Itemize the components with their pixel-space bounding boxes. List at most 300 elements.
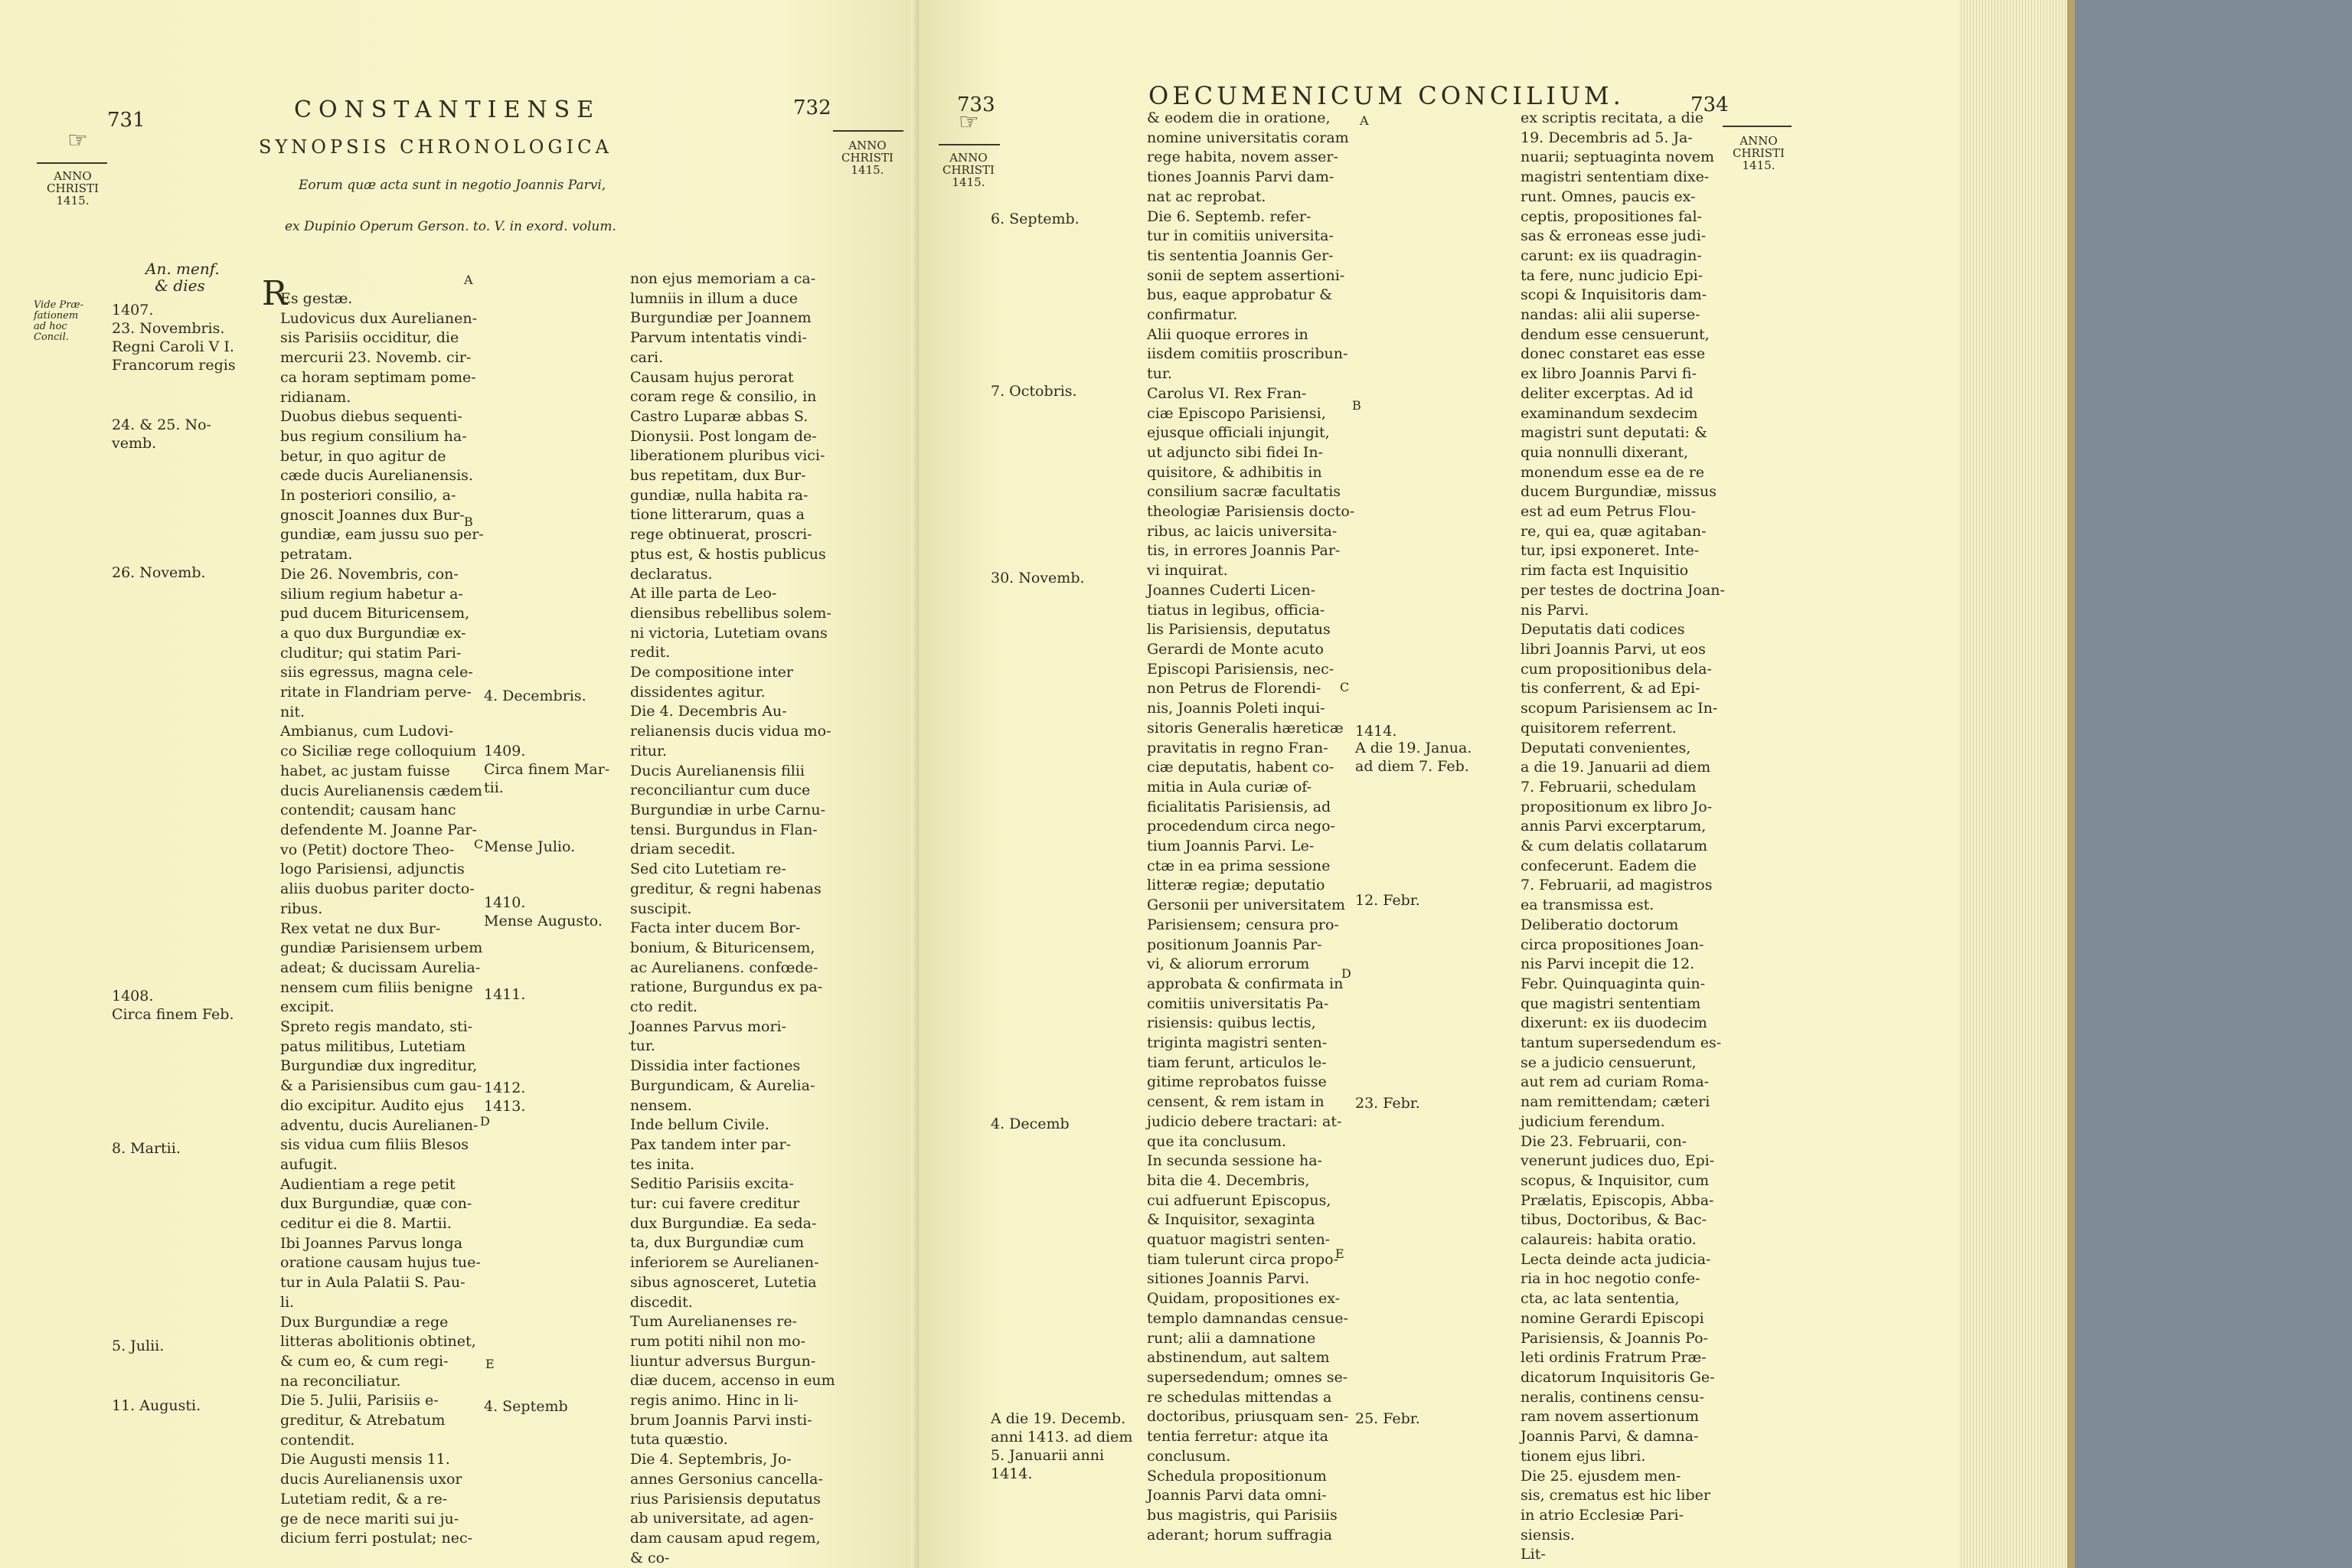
margin-date: tii. <box>484 779 504 796</box>
margin-date: 11. Augusti. <box>112 1397 201 1414</box>
text-line: sas & erroneas esse judi- <box>1521 227 1707 245</box>
margin-date: Circa finem Mar- <box>484 761 610 778</box>
text-line: bus repetitam, dux Bur- <box>630 467 806 485</box>
text-line: contendit; causam hanc <box>280 802 456 819</box>
text-line: reconciliantur cum duce <box>630 782 811 799</box>
text-line: pravitatis in regno Fran- <box>1147 739 1328 756</box>
margin-date: anni 1413. ad diem <box>991 1429 1133 1446</box>
margin-date: Francorum regis <box>112 357 236 374</box>
text-line: suscipit. <box>630 900 692 917</box>
margin-date: 1413. <box>484 1098 526 1115</box>
text-line: Die 6. Septemb. refer- <box>1147 207 1312 225</box>
text-line: habet, ac justam fuisse <box>280 762 450 779</box>
margin-date: 4. Septemb <box>484 1398 568 1415</box>
text-line: patus militibus, Lutetiam <box>280 1037 466 1055</box>
margin-date: Circa finem Feb. <box>112 1006 234 1023</box>
text-line: gundiæ Parisiensem urbem <box>280 939 483 957</box>
text-line: ram novem assertionum <box>1521 1408 1699 1426</box>
text-line: siis egressus, magna cele- <box>280 664 473 681</box>
text-line: ribus. <box>280 900 323 917</box>
text-line: ex scriptis recitata, a die <box>1521 109 1704 126</box>
text-line: & cum eo, & cum regi- <box>280 1352 449 1370</box>
text-line: ctæ in ea prima sessione <box>1147 857 1331 874</box>
text-line: lis Parisiensis, deputatus <box>1147 621 1331 639</box>
text-line: betur, in quo agitur de <box>280 447 446 465</box>
text-line: vi inquirat. <box>1147 562 1228 580</box>
text-line: liuntur adversus Burgun- <box>630 1352 816 1370</box>
text-line: Gersonii per universitatem <box>1147 897 1345 914</box>
text-line: mitia in Aula curiæ of- <box>1147 778 1312 795</box>
text-line: & a Parisiensibus cum gau- <box>280 1077 482 1095</box>
text-line: Es gestæ. <box>280 290 353 307</box>
text-line: co Siciliæ rege colloquium <box>280 743 477 760</box>
text-column-1 <box>280 289 484 1549</box>
text-line: runt. Omnes, paucis ex- <box>1521 188 1696 205</box>
text-line: diæ ducem, accenso in eum <box>630 1372 835 1390</box>
text-line: Deliberatio doctorum <box>1521 916 1679 933</box>
text-line: greditur, & regni habenas <box>630 880 822 897</box>
text-line: runt; alii a damnatione <box>1147 1329 1316 1347</box>
text-line: tiam tulerunt circa propo- <box>1147 1250 1339 1268</box>
text-line: Duobus diebus sequenti- <box>280 408 462 426</box>
text-line: Dissidia inter factiones <box>630 1057 801 1075</box>
text-line: & co- <box>630 1549 670 1566</box>
text-line: rege obtinuerat, proscri- <box>630 526 812 544</box>
text-line: Lit- <box>1521 1546 1546 1563</box>
text-line: oratione causam hujus tue- <box>280 1254 481 1272</box>
margin-date: 1414. <box>1355 723 1397 740</box>
margin-date: 23. Febr. <box>1355 1095 1420 1112</box>
text-line: tibus, Doctoribus, & Bac- <box>1521 1211 1707 1229</box>
text-line: non ejus memoriam a ca- <box>630 270 816 287</box>
text-line: ea transmissa est. <box>1521 897 1655 914</box>
text-line: Schedula propositionum <box>1147 1467 1327 1485</box>
margin-date: 23. Novembris. <box>112 320 225 337</box>
text-line: tentia ferretur: atque ita <box>1147 1428 1328 1446</box>
text-line: nensem cum filiis benigne <box>280 978 473 996</box>
text-line: ab universitate, ad agen- <box>630 1510 814 1527</box>
rule <box>37 162 107 164</box>
pointing-hand-icon: ☞ <box>67 127 88 154</box>
text-line: Carolus VI. Rex Fran- <box>1147 384 1307 402</box>
drop-cap: R <box>262 274 288 313</box>
text-line: tur. <box>1147 365 1172 383</box>
text-line: tur, ipsi exponeret. Inte- <box>1521 542 1700 560</box>
text-line: in atrio Ecclesiæ Pari- <box>1521 1506 1684 1524</box>
text-line: tiatus in legibus, officia- <box>1147 601 1325 619</box>
text-line: Die 5. Julii, Parisiis e- <box>280 1392 439 1410</box>
text-line: tuta quæstio. <box>630 1431 728 1449</box>
text-line: & Inquisitor, sexaginta <box>1147 1211 1315 1229</box>
text-line: relianensis ducis vidua mo- <box>630 723 831 740</box>
text-line: ca horam septimam pome- <box>280 368 476 386</box>
text-line: nomine Gerardi Episcopi <box>1521 1309 1704 1327</box>
text-line: non Petrus de Florendi- <box>1147 680 1321 697</box>
text-line: cæde ducis Aurelianensis. <box>280 467 473 485</box>
text-line: ptus est, & hostis publicus <box>630 545 826 563</box>
margin-date: 25. Febr. <box>1355 1410 1420 1427</box>
text-line: sis Parisiis occiditur, die <box>280 329 459 347</box>
margin-date: 1408. <box>112 988 154 1004</box>
margin-date: 1411. <box>484 986 526 1003</box>
text-line: donec constaret eas esse <box>1521 345 1706 363</box>
rule <box>1723 126 1792 127</box>
section-letter-mark: D <box>480 1114 490 1129</box>
text-line: ta fere, nunc judicio Epi- <box>1521 266 1704 284</box>
margin-date: 1410. <box>484 894 526 911</box>
text-line: nomine universitatis coram <box>1147 129 1349 146</box>
section-letter-mark: A <box>464 273 473 287</box>
margin-date: 1409. <box>484 743 526 760</box>
text-line: ni victoria, Lutetiam ovans <box>630 624 828 642</box>
text-line: magistri sunt deputati: & <box>1521 424 1707 442</box>
text-line: na reconciliatur. <box>280 1372 401 1390</box>
text-line: Joannes Parvus mori- <box>630 1018 787 1035</box>
text-line: Quidam, propositiones ex- <box>1147 1290 1341 1308</box>
text-line: ex libro Joannis Parvi fi- <box>1521 365 1697 383</box>
text-line: ge de nece mariti sui ju- <box>280 1510 459 1527</box>
text-line: approbata & confirmata in <box>1147 975 1344 992</box>
text-line: Parisiensis, & Joannis Po- <box>1521 1329 1708 1347</box>
text-line: sitoris Generalis hæreticæ <box>1147 719 1344 737</box>
margin-date: 7. Octobris. <box>991 383 1077 400</box>
text-line: consilium sacræ facultatis <box>1147 483 1341 501</box>
text-line: excipit. <box>280 998 335 1016</box>
italic-heading-line-1: Eorum quæ acta sunt in negotio Joannis Parvi, <box>299 178 606 193</box>
text-line: Parvum intentatis vindi- <box>630 329 807 347</box>
text-line: tis, in errores Joannis Par- <box>1147 542 1341 560</box>
text-line: dixerunt: ex iis duodecim <box>1521 1014 1707 1032</box>
margin-date: A die 19. Janua. <box>1355 740 1472 756</box>
text-line: Ambianus, cum Ludovi- <box>280 723 454 740</box>
text-line: inferiorem se Aurelianen- <box>630 1254 819 1272</box>
text-line: Die 4. Decembris Au- <box>630 703 787 720</box>
text-line: 7. Februarii, schedulam <box>1521 778 1697 795</box>
text-line: dissidentes agitur. <box>630 683 766 701</box>
text-line: procedendum circa nego- <box>1147 818 1335 835</box>
margin-date: 1407. <box>112 302 154 318</box>
text-line: gundiæ, nulla habita ra- <box>630 486 808 504</box>
text-line: tiones Joannis Parvi dam- <box>1147 168 1334 186</box>
text-line: vo (Petit) doctore Theo- <box>280 841 455 858</box>
text-line: rege habita, novem asser- <box>1147 149 1338 166</box>
section-letter-mark: D <box>1341 966 1351 981</box>
book-cover <box>2067 0 2352 1568</box>
text-line: cari. <box>630 348 664 366</box>
text-line: ducem Burgundiæ, missus <box>1521 483 1717 501</box>
text-line: mercurii 23. Novemb. cir- <box>280 349 472 367</box>
text-line: declaratus. <box>630 565 713 583</box>
text-line: ut adjuncto sibi fidei In- <box>1147 443 1323 461</box>
text-line: litteræ regiæ; deputatio <box>1147 877 1325 894</box>
text-line: tantum supersedendum es- <box>1521 1034 1722 1052</box>
text-column-2 <box>630 270 835 1568</box>
text-line: & eodem die in oratione, <box>1147 109 1331 126</box>
text-line: tur. <box>630 1037 655 1055</box>
margin-date: 26. Novemb. <box>112 564 206 581</box>
text-line: triginta magistri senten- <box>1147 1034 1328 1052</box>
text-line: conclusum. <box>1147 1447 1231 1465</box>
text-line: ritur. <box>630 742 668 760</box>
text-line: Joannes Cuderti Licen- <box>1147 581 1316 599</box>
text-line: ria in hoc negotio confe- <box>1521 1270 1700 1288</box>
text-line: logo Parisiensi, adjunctis <box>280 861 465 878</box>
text-line: At ille parta de Leo- <box>630 585 777 603</box>
text-line: comitiis universitatis Pa- <box>1147 995 1329 1012</box>
page-number-733: 733 <box>957 93 995 116</box>
text-line: bus, eaque approbatur & <box>1147 286 1333 304</box>
text-line: ridianam. <box>280 388 351 406</box>
text-line: gnoscit Joannes dux Bur- <box>280 506 465 524</box>
text-line: tensi. Burgundus in Flan- <box>630 821 818 838</box>
text-line: rim facta est Inquisitio <box>1521 562 1689 580</box>
margin-date: 12. Febr. <box>1355 892 1420 909</box>
running-head-left: CONSTANTIENSE <box>294 96 601 123</box>
text-line: examinandum sexdecim <box>1521 404 1698 422</box>
text-line: Facta inter ducem Bor- <box>630 920 801 937</box>
text-line: Dionysii. Post longam de- <box>630 427 817 445</box>
text-line: que magistri sententiam <box>1521 995 1701 1012</box>
anno-christi-left: ANNO CHRISTI 1415. <box>942 151 995 189</box>
text-line: judicio debere tractari: at- <box>1147 1112 1342 1130</box>
text-line: ratione, Burgundus ex pa- <box>630 978 823 996</box>
text-line: Gerardi de Monte acuto <box>1147 640 1324 658</box>
text-line: Die 25. ejusdem men- <box>1521 1467 1681 1485</box>
text-line: tur in comitiis universita- <box>1147 227 1334 245</box>
section-letter-mark: B <box>464 514 473 529</box>
text-line: Die 4. Septembris, Jo- <box>630 1451 792 1468</box>
text-line: & cum delatis collatarum <box>1521 838 1708 855</box>
text-line: dicium ferri postulat; nec- <box>280 1530 473 1547</box>
text-column-1 <box>1147 109 1354 1545</box>
text-line: tium Joannis Parvi. Le- <box>1147 838 1315 855</box>
text-line: bonium, & Bituricensem, <box>630 939 815 956</box>
margin-date: 6. Septemb. <box>991 211 1080 227</box>
text-line: ceditur ei die 8. Martii. <box>280 1215 452 1233</box>
text-line: defendente M. Joanne Par- <box>280 821 477 838</box>
text-line: contendit. <box>280 1431 355 1449</box>
text-line: ducis Aurelianensis cædem <box>280 782 482 799</box>
text-line: a quo dux Burgundiæ ex- <box>280 624 466 642</box>
text-line: nit. <box>280 703 305 720</box>
text-line: regis animo. Hinc in li- <box>630 1392 799 1410</box>
text-line: sis, crematus est hic liber <box>1521 1487 1710 1504</box>
text-line: judicium ferendum. <box>1521 1112 1665 1130</box>
text-line: gitime reprobatos fuisse <box>1147 1073 1327 1091</box>
text-line: per testes de doctrina Joan- <box>1521 581 1725 599</box>
subtitle: SYNOPSIS CHRONOLOGICA <box>259 136 612 158</box>
page-number-732: 732 <box>793 96 831 119</box>
text-line: Burgundiæ in urbe Carnu- <box>630 801 826 818</box>
text-line: li. <box>280 1293 295 1311</box>
section-letter-mark: E <box>1335 1246 1344 1261</box>
text-line: rius Parisiensis deputatus <box>630 1490 821 1508</box>
text-line: driam secedit. <box>630 841 736 858</box>
margin-date: 1412. <box>484 1080 526 1096</box>
text-line: cta, ac lata sententia, <box>1521 1290 1680 1308</box>
text-line: supersedendum; omnes se- <box>1147 1369 1348 1386</box>
text-line: cum propositionibus dela- <box>1521 660 1712 678</box>
text-line: Burgundicam, & Aurelia- <box>630 1076 815 1094</box>
margin-date: ad diem 7. Feb. <box>1355 758 1469 775</box>
text-line: Alii quoque errores in <box>1147 325 1308 343</box>
text-line: pud ducem Bituricensem, <box>280 605 470 622</box>
text-line: nis Parvi incepit die 12. <box>1521 956 1695 973</box>
text-line: ta, dux Burgundiæ cum <box>630 1234 805 1252</box>
text-line: a die 19. Januarii ad diem <box>1521 759 1711 776</box>
text-line: vi, & aliorum errorum <box>1147 956 1310 973</box>
text-line: De compositione inter <box>630 664 793 681</box>
section-letter-mark: E <box>485 1357 495 1371</box>
text-line: calaureis: habita oratio. <box>1521 1231 1697 1249</box>
text-line: In secunda sessione ha- <box>1147 1152 1322 1170</box>
text-line: tionem ejus libri. <box>1521 1447 1646 1465</box>
text-line: Lutetiam redit, & a re- <box>280 1490 448 1508</box>
text-line: quatuor magistri senten- <box>1147 1231 1331 1249</box>
text-line: Die 26. Novembris, con- <box>280 565 459 583</box>
text-line: carunt: ex iis quadragin- <box>1521 247 1702 264</box>
text-line: liberationem pluribus vici- <box>630 447 825 465</box>
text-line: dio excipitur. Audito ejus <box>280 1096 465 1114</box>
text-line: abstinendum, aut saltem <box>1147 1349 1330 1367</box>
text-line: est ad eum Petrus Flou- <box>1521 503 1697 521</box>
text-line: 7. Februarii, ad magistros <box>1521 877 1713 894</box>
margin-date: Regni Caroli V I. <box>112 338 234 355</box>
text-line: censent, & rem istam in <box>1147 1093 1325 1111</box>
text-line: 19. Decembris ad 5. Ja- <box>1521 129 1693 146</box>
text-line: Dux Burgundiæ a rege <box>280 1313 449 1331</box>
text-line: Deputati convenientes, <box>1521 739 1691 756</box>
text-line: libri Joannis Parvi, ut eos <box>1521 640 1706 658</box>
text-line: Spreto regis mandato, sti- <box>280 1018 473 1036</box>
text-line: scopus, & Inquisitor, cum <box>1521 1171 1710 1189</box>
text-line: Burgundiæ per Joannem <box>630 309 812 327</box>
text-line: Deputatis dati codices <box>1521 621 1685 639</box>
margin-date: 24. & 25. No- <box>112 416 211 433</box>
text-line: bus regium consilium ha- <box>280 427 467 445</box>
text-line: adventu, ducis Aurelianen- <box>280 1116 479 1134</box>
text-column-2 <box>1521 109 1725 1565</box>
text-line: dux Burgundiæ, quæ con- <box>280 1195 472 1213</box>
text-line: que ita conclusum. <box>1147 1132 1287 1150</box>
right-page <box>919 0 1958 1568</box>
text-line: iisdem comitiis proscribun- <box>1147 345 1348 363</box>
section-letter-mark: A <box>1360 113 1369 128</box>
text-line: tur in Aula Palatii S. Pau- <box>280 1274 466 1292</box>
text-line: nis, Joannis Poleti inqui- <box>1147 700 1325 717</box>
text-line: aliis duobus pariter docto- <box>280 880 475 898</box>
text-line: Rex vetat ne dux Bur- <box>280 920 441 937</box>
text-line: doctoribus, priusquam sen- <box>1147 1408 1349 1426</box>
text-line: ejusque officiali injungit, <box>1147 424 1330 442</box>
text-line: Inde bellum Civile. <box>630 1116 769 1134</box>
text-line: quisitorem referrent. <box>1521 719 1677 737</box>
margin-date: 30. Novemb. <box>991 570 1085 586</box>
page-number-734: 734 <box>1690 93 1729 116</box>
text-line: ac Aurelianens. confœde- <box>630 959 818 976</box>
page-number-731: 731 <box>107 109 145 132</box>
text-line: ciæ deputatis, habent co- <box>1147 759 1334 776</box>
text-line: silium regium habetur a- <box>280 585 463 603</box>
text-line: nandas: alii alii superse- <box>1521 306 1700 324</box>
text-line: Ducis Aurelianensis filii <box>630 762 805 779</box>
text-line: Castro Luparæ abbas S. <box>630 407 808 425</box>
text-line: nuarii; septuaginta novem <box>1521 149 1714 166</box>
text-line: Seditio Parisiis excita- <box>630 1175 794 1193</box>
italic-heading-line-2: ex Dupinio Operum Gerson. to. V. in exord. volum. <box>285 219 616 234</box>
text-line: dicatorum Inquisitoris Ge- <box>1521 1369 1715 1386</box>
text-line: siensis. <box>1521 1526 1575 1544</box>
text-line: tis sententia Joannis Ger- <box>1147 247 1334 264</box>
text-line: Parisiensem; censura pro- <box>1147 916 1339 933</box>
text-line: nat ac reprobat. <box>1147 188 1266 205</box>
text-line: Joannis Parvi, & damna- <box>1521 1428 1699 1446</box>
anno-christi-left: ANNO CHRISTI 1415. <box>47 169 99 207</box>
text-line: ducis Aurelianensis uxor <box>280 1471 462 1488</box>
rule <box>939 144 1000 145</box>
text-line: rum potiti nihil non mo- <box>630 1332 806 1350</box>
text-line: petratam. <box>280 546 353 564</box>
text-line: aut rem ad curiam Roma- <box>1521 1073 1710 1091</box>
text-line: ficialitatis Parisiensis, ad <box>1147 798 1331 815</box>
text-line: cui adfuerunt Episcopus, <box>1147 1191 1331 1209</box>
text-line: quisitore, & adhibitis in <box>1147 463 1322 481</box>
text-line: aufugit. <box>280 1155 338 1173</box>
margin-date: 5. Januarii anni <box>991 1447 1105 1464</box>
text-line: ceptis, propositiones fal- <box>1521 207 1702 225</box>
text-line: sonii de septem assertioni- <box>1147 266 1345 284</box>
text-line: Prælatis, Episcopis, Abba- <box>1521 1191 1714 1209</box>
text-line: aderant; horum suffragia <box>1147 1526 1332 1544</box>
left-page <box>0 0 919 1568</box>
text-line: ritate in Flandriam perve- <box>280 684 472 701</box>
date-header: An. menf. & dies <box>145 260 220 295</box>
text-line: scopi & Inquisitoris dam- <box>1521 286 1707 304</box>
margin-date: 1414. <box>991 1465 1033 1482</box>
text-line: Die 23. Februarii, con- <box>1521 1132 1687 1150</box>
text-line: Tum Aurelianenses re- <box>630 1313 797 1331</box>
text-line: Sed cito Lutetiam re- <box>630 861 786 878</box>
text-line: redit. <box>630 644 671 662</box>
text-line: Joannis Parvi data omni- <box>1147 1487 1327 1504</box>
text-line: quia nonnulli dixerant, <box>1521 443 1689 461</box>
text-line: propositionum ex libro Jo- <box>1521 798 1713 815</box>
text-line: se a judicio censuerunt, <box>1521 1054 1697 1071</box>
book-cover-edge <box>2067 0 2075 1568</box>
text-line: Lecta deinde acta judicia- <box>1521 1250 1711 1268</box>
anno-christi-right: ANNO CHRISTI 1415. <box>841 139 893 177</box>
section-letter-mark: B <box>1352 398 1361 413</box>
text-line: discedit. <box>630 1293 693 1311</box>
text-line: cluditur; qui statim Pari- <box>280 644 462 662</box>
text-line: circa propositiones Joan- <box>1521 936 1704 953</box>
text-line: tur: cui favere creditur <box>630 1195 800 1213</box>
text-line: sitiones Joannis Parvi. <box>1147 1270 1310 1288</box>
text-line: Episcopi Parisiensis, nec- <box>1147 660 1334 678</box>
margin-date: vemb. <box>112 435 157 452</box>
text-line: greditur, & Atrebatum <box>280 1412 446 1429</box>
text-line: litteras abolitionis obtinet, <box>280 1333 476 1351</box>
text-line: diensibus rebellibus solem- <box>630 604 831 622</box>
margin-date: A die 19. Decemb. <box>991 1410 1126 1427</box>
text-line: scopum Parisiensem ac In- <box>1521 700 1718 717</box>
text-line: sibus agnosceret, Lutetia <box>630 1273 817 1291</box>
text-line: sis vidua cum filiis Blesos <box>280 1136 469 1154</box>
margin-date: 8. Martii. <box>112 1140 181 1157</box>
text-line: nam remittendam; cæteri <box>1521 1093 1710 1111</box>
page-edges <box>1958 0 2081 1568</box>
text-line: cto redit. <box>630 998 697 1016</box>
